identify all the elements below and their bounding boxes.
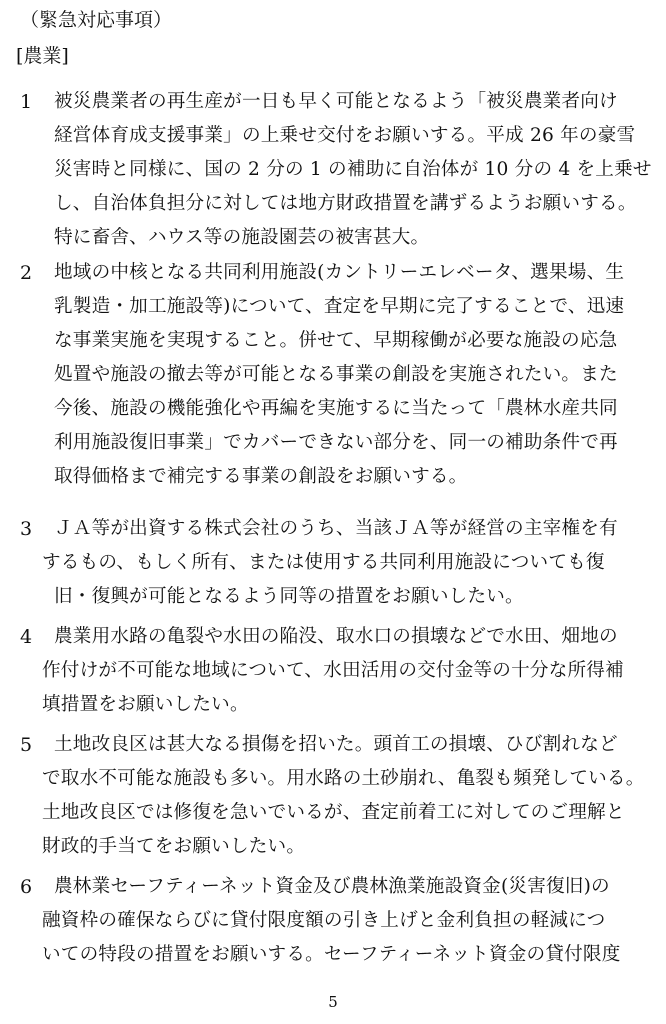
item-text-line: 今後、施設の機能強化や再編を実施するに当たって「農林水産共同 <box>54 398 618 419</box>
item-text-line: 経営体育成支援事業」の上乗せ交付をお願いする。平成 26 年の豪雪 <box>54 125 636 146</box>
item-text-line: 旧・復興が可能となるよう同等の措置をお願いしたい。 <box>54 586 524 607</box>
item-text-line: し、自治体負担分に対しては地方財政措置を講ずるようお願いする。 <box>54 193 637 214</box>
page-number: 5 <box>328 993 338 1011</box>
item-text-line: 填措置をお願いしたい。 <box>42 694 249 715</box>
item-text-line: 作付けが不可能な地域について、水田活用の交付金等の十分な所得補 <box>42 660 624 681</box>
item-text-line: 財政的手当てをお願いしたい。 <box>42 836 306 857</box>
item-text-line: 災害時と同様に、国の 2 分の 1 の補助に自治体が 10 分の 4 を上乗せ <box>54 159 652 180</box>
item-text-line: 融資枠の確保ならびに貸付限度額の引き上げと金利負担の軽減につ <box>42 910 606 931</box>
item-number: 4 <box>20 626 33 648</box>
item-text-line: 農業用水路の亀裂や水田の陥没、取水口の損壊などで水田、畑地の <box>54 626 618 647</box>
item-number: 2 <box>20 262 33 284</box>
item-text-line: 農林業セーフティーネット資金及び農林漁業施設資金(災害復旧)の <box>54 876 610 897</box>
item-text-line: 乳製造・加工施設等)について、査定を早期に完了することで、迅速 <box>54 296 625 317</box>
item-text-line: 地域の中核となる共同利用施設(カントリーエレベータ、選果場、生 <box>54 262 625 283</box>
item-number: 3 <box>20 518 33 540</box>
item-text-line: 被災農業者の再生産が一日も早く可能となるよう「被災農業者向け <box>54 91 618 112</box>
item-text-line: 土地改良区では修復を急いでいるが、査定前着工に対してのご理解と <box>42 802 625 823</box>
item-text-line: 特に畜舎、ハウス等の施設園芸の被害甚大。 <box>54 227 430 248</box>
item-text-line: ＪＡ等が出資する株式会社のうち、当該ＪＡ等が経営の主宰権を有 <box>54 518 618 539</box>
item-text-line: で取水不可能な施設も多い。用水路の土砂崩れ、亀裂も頻発している。 <box>42 768 645 789</box>
item-number: 6 <box>20 876 33 898</box>
item-text-line: 土地改良区は甚大なる損傷を招いた。頭首工の損壊、ひび割れなど <box>54 734 618 755</box>
item-number: 1 <box>20 91 33 113</box>
item-number: 5 <box>20 734 33 756</box>
item-text-line: いての特段の措置をお願いする。セーフティーネット資金の貸付限度 <box>42 944 621 965</box>
section-title: （緊急対応事項） <box>20 9 173 31</box>
item-text-line: 処置や施設の撤去等が可能となる事業の創設を実施されたい。また <box>54 364 618 385</box>
item-text-line: するもの、もしく所有、または使用する共同利用施設についても復 <box>42 552 605 573</box>
item-text-line: 利用施設復旧事業」でカバーできない部分を、同一の補助条件で再 <box>54 432 618 453</box>
category-heading: [農業] <box>16 45 69 67</box>
item-text-line: な事業実施を実現すること。併せて、早期稼働が必要な施設の応急 <box>54 330 618 351</box>
item-text-line: 取得価格まで補完する事業の創設をお願いする。 <box>54 466 468 487</box>
